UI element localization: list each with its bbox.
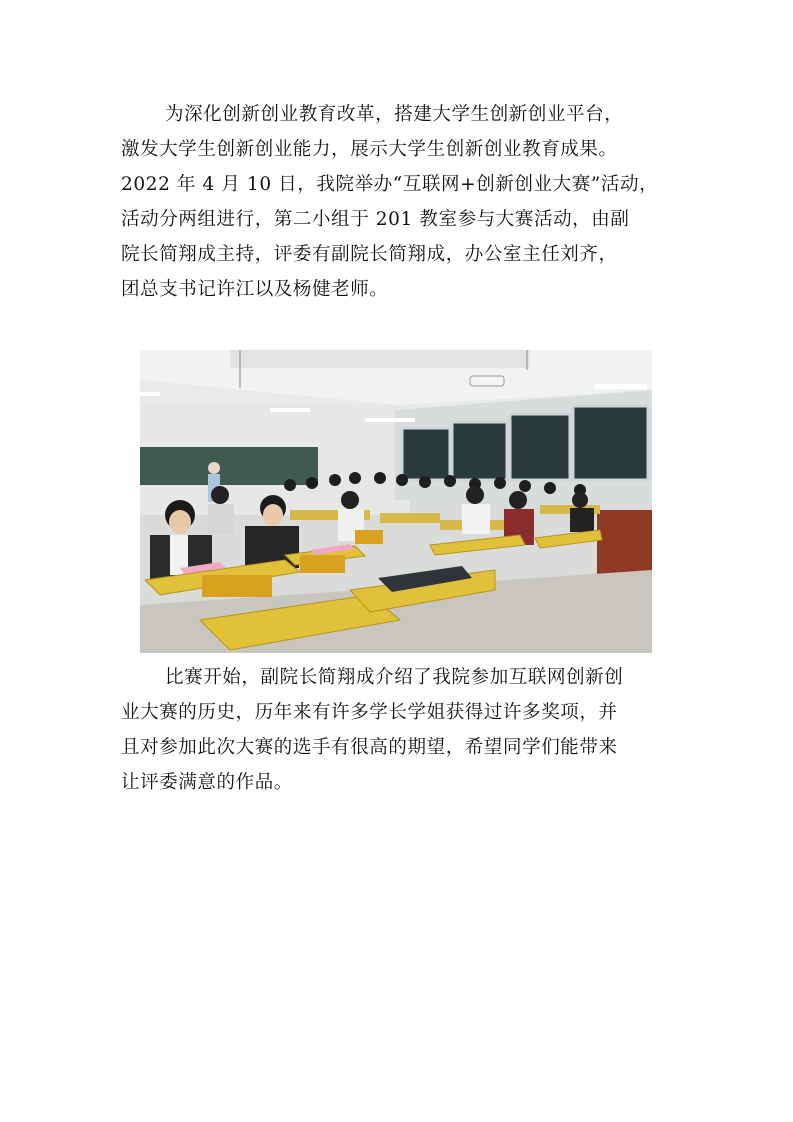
paragraph-line: 为深化创新创业教育改革，搭建大学生创新创业平台， bbox=[165, 104, 624, 125]
paragraph-line: 业大赛的历史，历年来有许多学长学姐获得过许多奖项，并 bbox=[121, 702, 618, 723]
paragraph-line: 激发大学生创新创业能力，展示大学生创新创业教育成果。 bbox=[121, 139, 618, 160]
intro-paragraph bbox=[121, 97, 669, 307]
paragraph-line: 团总支书记许江以及杨健老师。 bbox=[121, 279, 389, 300]
paragraph-line: 2022 年 4 月 10 日，我院举办“互联网+创新创业大赛”活动， bbox=[121, 174, 659, 195]
paragraph-line: 比赛开始，副院长简翔成介绍了我院参加互联网创新创 bbox=[165, 667, 624, 688]
classroom-photo-illustration bbox=[140, 350, 652, 653]
paragraph-line: 活动分两组进行，第二小组于 201 教室参与大赛活动，由副 bbox=[121, 209, 630, 230]
paragraph-line: 让评委满意的作品。 bbox=[121, 772, 293, 793]
classroom-photo bbox=[140, 350, 652, 653]
paragraph-line: 院长简翔成主持，评委有副院长简翔成，办公室主任刘齐， bbox=[121, 244, 618, 265]
paragraph-line: 且对参加此次大赛的选手有很高的期望，希望同学们能带来 bbox=[121, 737, 618, 758]
competition-paragraph bbox=[121, 660, 669, 800]
